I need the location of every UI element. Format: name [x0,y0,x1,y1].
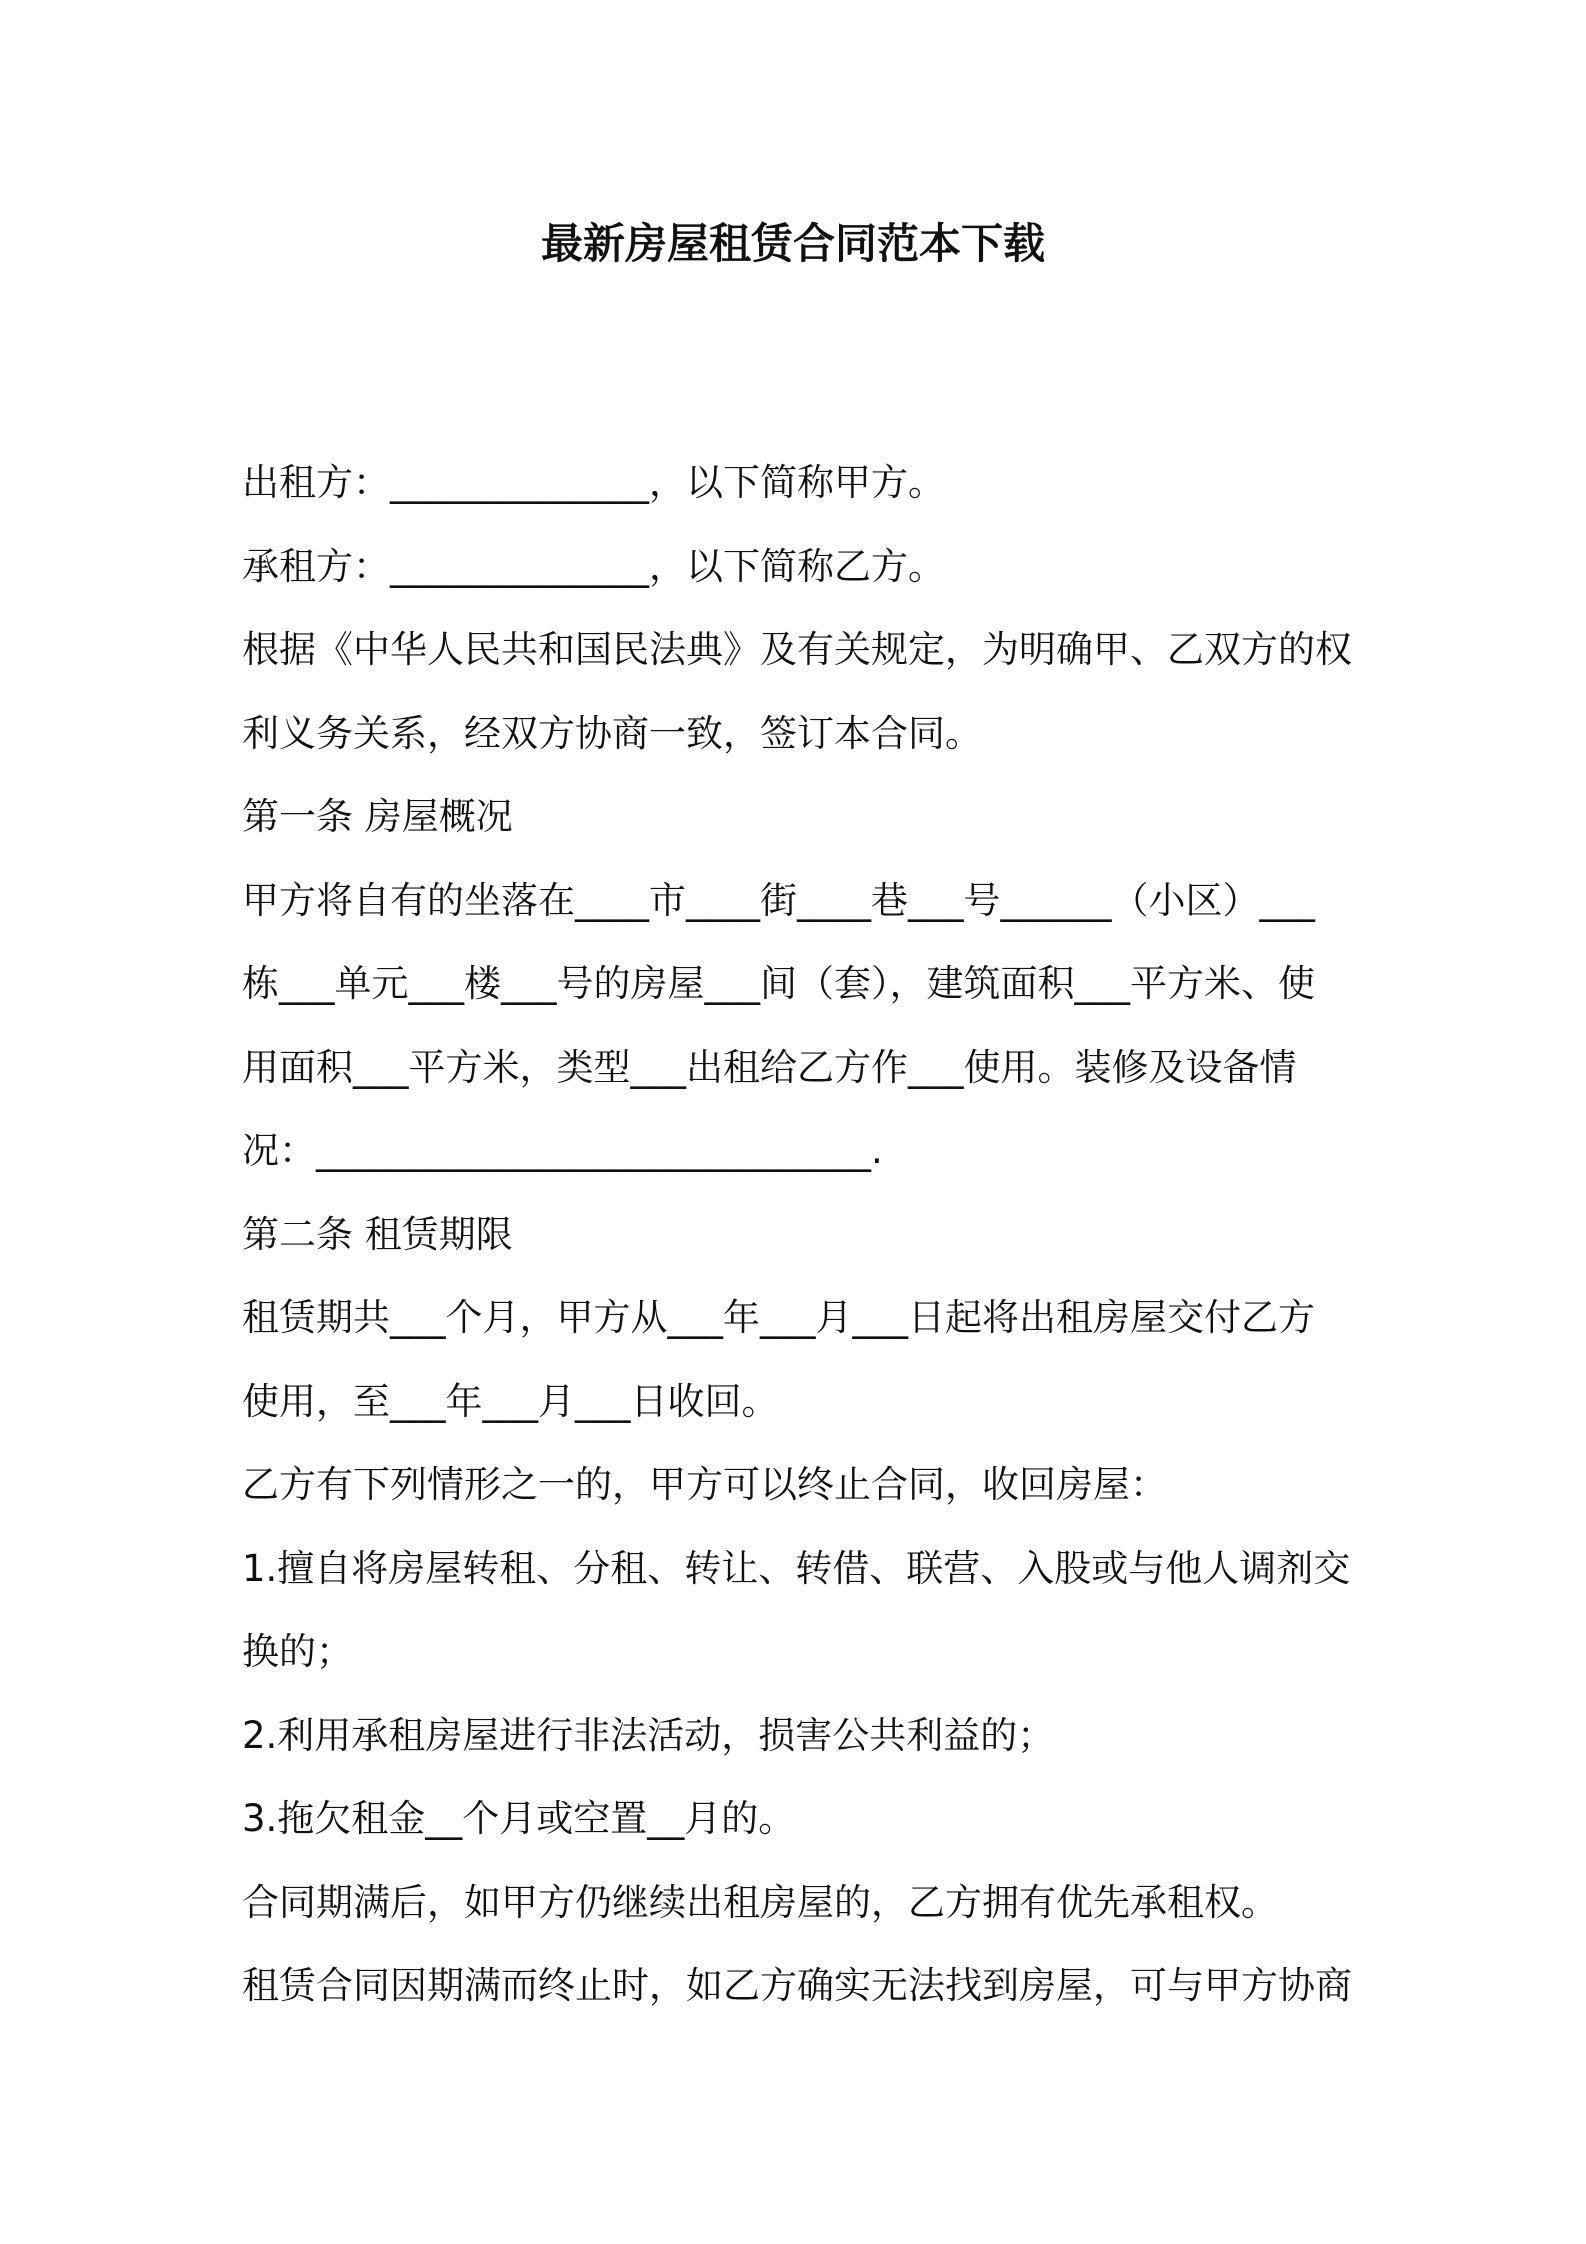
preamble-line: 根据《中华人民共和国民法典》及有关规定，为明确甲、乙双方的权 [242,628,1352,671]
article-text-line: 甲方将自有的坐落在____市____街____巷___号______（小区）___ [242,878,1315,922]
article-heading: 第一条 房屋概况 [242,795,513,838]
list-item-line: 1.擅自将房屋转租、分租、转让、转借、联营、入股或与他人调剂交 [242,1546,1351,1590]
article-text-line: 栋___单元___楼___号的房屋___间（套），建筑面积___平方米、使 [242,962,1315,1005]
article-text-line: 合同期满后，如甲方仍继续出租房屋的，乙方拥有优先承租权。 [242,1880,1278,1924]
list-item-line: 3.拖欠租金__个月或空置__月的。 [242,1797,796,1840]
document-title: 最新房屋租赁合同范本下载 [540,219,1045,268]
lessee-line: 承租方：______________，以下简称乙方。 [242,544,945,588]
article-text-line: 乙方有下列情形之一的，甲方可以终止合同，收回房屋： [242,1463,1167,1506]
article-text-line: 使用，至___年___月___日收回。 [242,1379,779,1423]
list-item-line: 2.利用承租房屋进行非法活动，损害公共利益的； [242,1713,1055,1757]
preamble-line: 利义务关系，经双方协商一致，签订本合同。 [242,711,982,755]
article-text-line: 用面积___平方米，类型___出租给乙方作___使用。装修及设备情 [242,1045,1297,1089]
article-heading: 第二条 租赁期限 [242,1212,513,1256]
list-item-line: 换的； [242,1630,353,1673]
article-text-line: 租赁合同因期满而终止时，如乙方确实无法找到房屋，可与甲方协商 [242,1964,1352,2007]
article-text-line: 租赁期共___个月，甲方从___年___月___日起将出租房屋交付乙方 [242,1296,1315,1339]
article-text-line: 况：______________________________. [242,1129,883,1172]
lessor-line: 出租方：______________，以下简称甲方。 [242,461,945,504]
document-body [242,441,1362,2028]
